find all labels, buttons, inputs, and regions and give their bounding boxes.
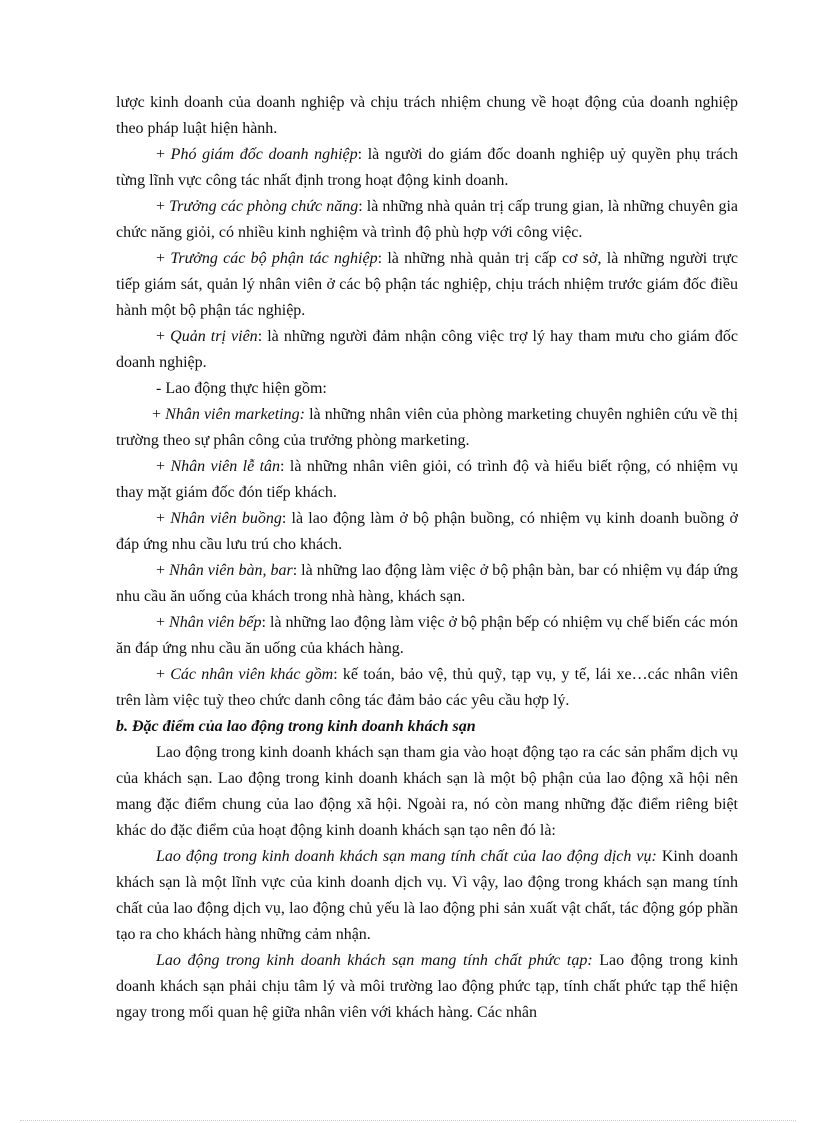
list-term: Nhân viên lễ tân bbox=[170, 458, 281, 475]
paragraph-term: Lao động trong kinh doanh khách sạn mang tính chất của lao động dịch vụ: bbox=[156, 848, 657, 865]
list-marker: + bbox=[156, 328, 171, 345]
list-text: : là lao động làm ở bộ phận buồng, có nhiệm vụ kinh doanh buồng ở đáp ứng nhu cầu lưu trú cho khách. bbox=[116, 510, 738, 553]
list-term: Quản trị viên bbox=[170, 328, 258, 345]
list-marker: + bbox=[156, 198, 170, 215]
list-term: Nhân viên bàn, bar bbox=[169, 562, 293, 579]
list-marker: + bbox=[156, 614, 170, 631]
paragraph-continuation bbox=[116, 90, 738, 142]
list-marker: + bbox=[156, 562, 170, 579]
list-text: : là những lao động làm việc ở bộ phận bàn, bar có nhiệm vụ đáp ứng nhu cầu ăn uống của khách trong nhà hàng, khách sạn. bbox=[116, 562, 739, 605]
list-item-administrators bbox=[116, 324, 738, 376]
list-term: Nhân viên marketing: bbox=[165, 406, 305, 423]
paragraph-term: Lao động trong kinh doanh khách sạn mang tính chất phức tạp: bbox=[156, 952, 593, 969]
body-paragraph-service-labor bbox=[116, 844, 738, 948]
page-bottom-divider bbox=[20, 1120, 796, 1121]
list-item-restaurant-bar-staff bbox=[116, 558, 738, 610]
list-text: : là những lao động làm việc ở bộ phận bếp có nhiệm vụ chế biến các món ăn đáp ứng nhu cầu ăn uống của khách hàng. bbox=[116, 614, 738, 657]
body-paragraph-complex-labor bbox=[116, 948, 738, 1026]
list-item-marketing-staff bbox=[116, 402, 738, 454]
list-marker: - bbox=[156, 380, 166, 397]
list-term: Trưởng các bộ phận tác nghiệp bbox=[170, 250, 378, 267]
list-item-other-staff bbox=[116, 662, 738, 714]
list-text: Lao động thực hiện gồm: bbox=[165, 380, 327, 397]
list-marker: + bbox=[156, 458, 171, 475]
list-text: : là những nhân viên giỏi, có trình độ và hiểu biết rộng, có nhiệm vụ thay mặt giám đốc đón tiếp khách. bbox=[116, 458, 738, 501]
paragraph-text: Lao động trong kinh doanh khách sạn tham gia vào hoạt động tạo ra các sản phẩm dịch vụ của khách sạn. Lao động trong kinh doanh khách sạn là một bộ phận của lao động xã hội nên mang đặc điểm chung của lao động xã hội. Ngoài ra, nó còn mang những đặc điểm riêng biệt khác do đặc điểm của hoạt động kinh doanh khách sạn tạo nên đó là: bbox=[116, 744, 738, 839]
list-term: Phó giám đốc doanh nghiệp bbox=[170, 146, 358, 163]
list-marker: + bbox=[156, 250, 171, 267]
list-text: : là những người đảm nhận công việc trợ lý hay tham mưu cho giám đốc doanh nghiệp. bbox=[116, 328, 739, 371]
list-item-housekeeping-staff bbox=[116, 506, 738, 558]
list-text: : là những nhà quản trị cấp trung gian, là những chuyên gia chức năng giỏi, có nhiều kinh nghiệm và trình độ phù hợp với công việc. bbox=[116, 198, 739, 241]
list-item-reception-staff bbox=[116, 454, 738, 506]
list-marker: + bbox=[156, 146, 171, 163]
list-term: Nhân viên bếp bbox=[169, 614, 262, 631]
paragraph-text: Lao động trong kinh doanh khách sạn phải chịu tâm lý và môi trường lao động phức tạp, tính chất phức tạp thể hiện ngay trong mối quan hệ giữa nhân viên với khách hàng. Các nhân bbox=[116, 952, 739, 1021]
list-item-functional-heads bbox=[116, 194, 738, 246]
list-term: Các nhân viên khác gồm bbox=[170, 666, 334, 683]
list-text: : là những nhà quản trị cấp cơ sở, là những người trực tiếp giám sát, quản lý nhân viên ở các bộ phận tác nghiệp, chịu trách nhiệm trước giám đốc điều hành một bộ phận tác nghiệp. bbox=[116, 250, 739, 319]
list-text: : kế toán, bảo vệ, thủ quỹ, tạp vụ, y tế, lái xe…các nhân viên trên làm việc tuỳ theo chức danh công tác đảm bảo các yêu cầu hợp lý. bbox=[116, 666, 738, 709]
list-text: : là người do giám đốc doanh nghiệp uỷ quyền phụ trách từng lĩnh vực công tác nhất định trong hoạt động kinh doanh. bbox=[116, 146, 739, 189]
list-marker: + bbox=[152, 406, 166, 423]
list-marker: + bbox=[156, 666, 171, 683]
paragraph-text: lược kinh doanh của doanh nghiệp và chịu trách nhiệm chung về hoạt động của doanh nghiệp theo pháp luật hiện hành. bbox=[116, 94, 738, 137]
list-item-operational-heads bbox=[116, 246, 738, 324]
section-heading: b. Đặc điểm của lao động trong kinh doanh khách sạn bbox=[116, 718, 476, 735]
list-item-deputy-director bbox=[116, 142, 738, 194]
paragraph-text: Kinh doanh khách sạn là một lĩnh vực của kinh doanh dịch vụ. Vì vậy, lao động trong khách sạn mang tính chất của lao động dịch vụ, lao động chủ yếu là lao động phi sản xuất vật chất, tác động góp phần tạo ra cho khách hàng những cảm nhận. bbox=[116, 848, 738, 943]
list-term: Nhân viên buồng bbox=[170, 510, 282, 527]
list-item-executing-labor bbox=[116, 376, 738, 402]
list-item-kitchen-staff bbox=[116, 610, 738, 662]
list-marker: + bbox=[156, 510, 171, 527]
list-term: Trưởng các phòng chức năng bbox=[169, 198, 359, 215]
document-page bbox=[116, 90, 738, 1026]
body-paragraph-intro bbox=[116, 740, 738, 844]
list-text: là những nhân viên của phòng marketing chuyên nghiên cứu về thị trường theo sự phân công của trưởng phòng marketing. bbox=[116, 406, 738, 449]
